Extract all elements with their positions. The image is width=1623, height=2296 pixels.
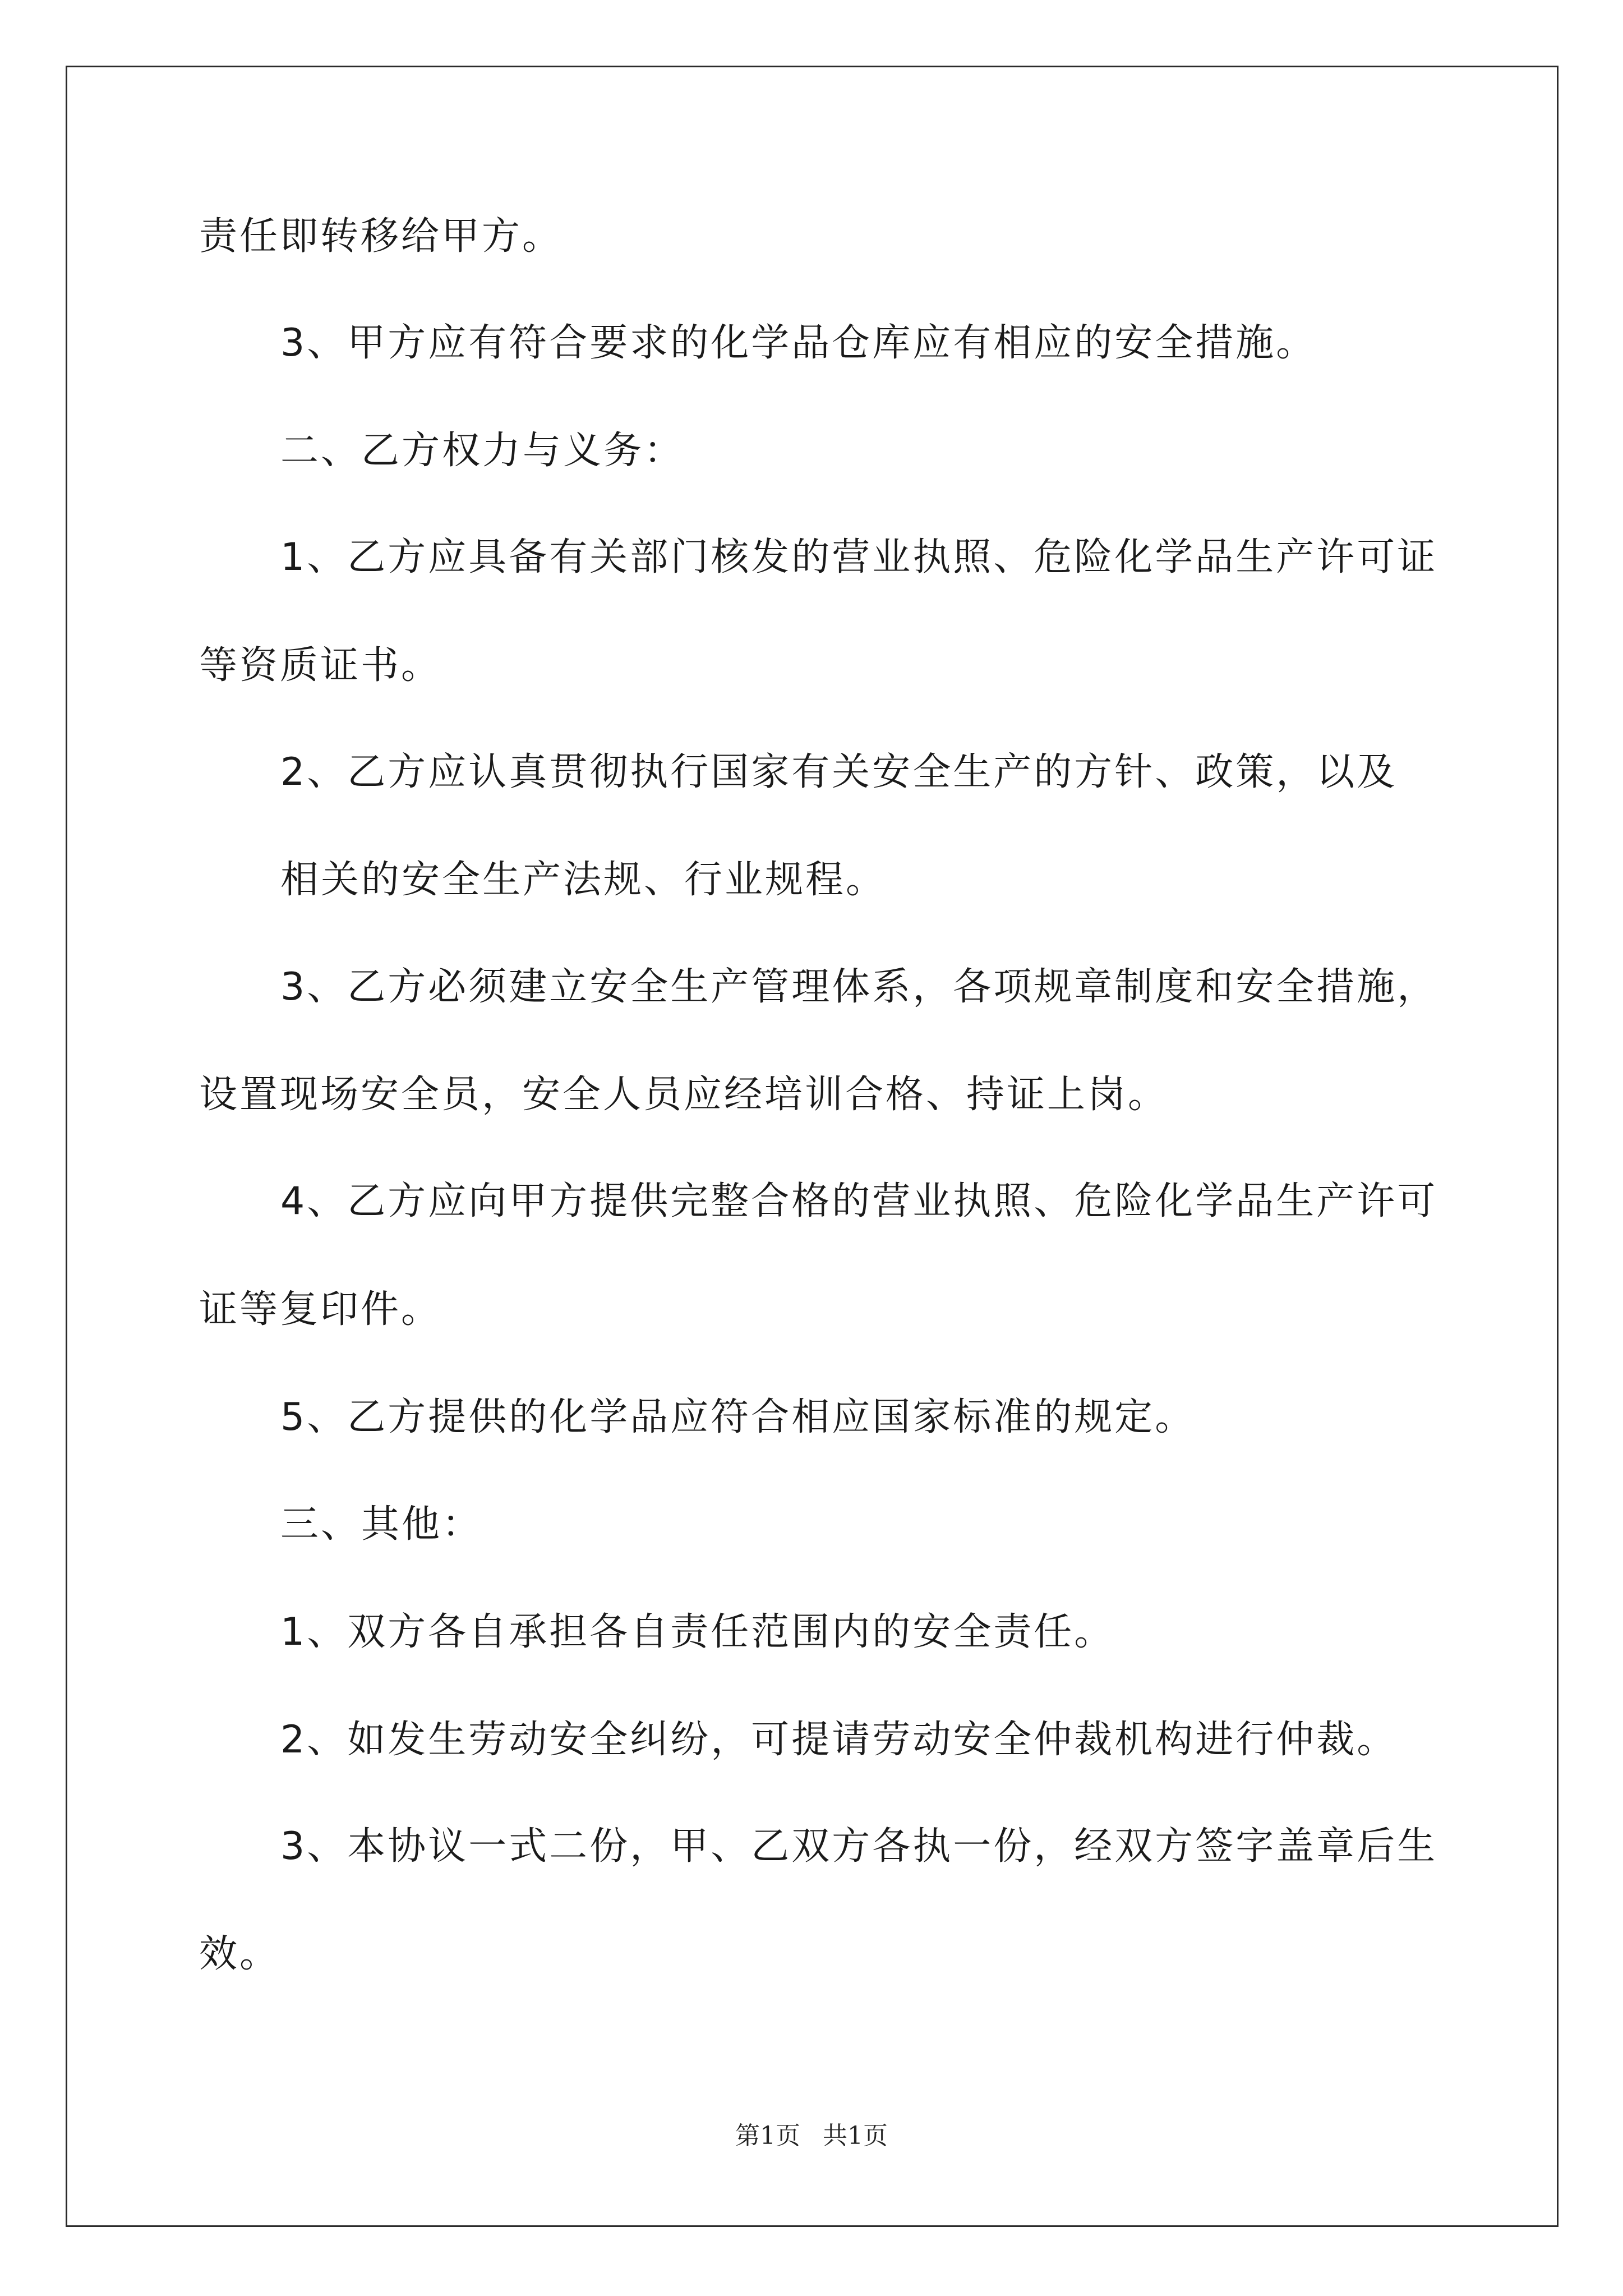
paragraph-line: 3、甲方应有符合要求的化学品仓库应有相应的安全措施。 bbox=[280, 321, 1317, 365]
paragraph-line: 责任即转移给甲方。 bbox=[199, 214, 563, 259]
paragraph-line: 1、双方各自承担各自责任范围内的安全责任。 bbox=[280, 1610, 1115, 1654]
page-number-current: 第1页 bbox=[735, 2122, 800, 2150]
paragraph-line: 设置现场安全员，安全人员应经培训合格、持证上岗。 bbox=[199, 1073, 1169, 1117]
paragraph-line: 等资质证书。 bbox=[199, 643, 442, 688]
paragraph-line: 3、乙方必须建立安全生产管理体系，各项规章制度和安全措施， bbox=[280, 965, 1438, 1009]
page-footer bbox=[0, 2120, 1623, 2152]
paragraph-line: 相关的安全生产法规、行业规程。 bbox=[280, 858, 887, 902]
paragraph-line: 1、乙方应具备有关部门核发的营业执照、危险化学品生产许可证 bbox=[280, 535, 1438, 579]
paragraph-line: 证等复印件。 bbox=[199, 1287, 442, 1332]
paragraph-line: 2、如发生劳动安全纠纷，可提请劳动安全仲裁机构进行仲裁。 bbox=[280, 1718, 1398, 1762]
page-border bbox=[66, 66, 1559, 2227]
paragraph-line: 效。 bbox=[199, 1932, 280, 1976]
paragraph-line: 3、本协议一式二份，甲、乙双方各执一份，经双方签字盖章后生 bbox=[280, 1824, 1438, 1869]
paragraph-line: 5、乙方提供的化学品应符合相应国家标准的规定。 bbox=[280, 1395, 1196, 1439]
paragraph-line: 2、乙方应认真贯彻执行国家有关安全生产的方针、政策，以及 bbox=[280, 750, 1398, 794]
paragraph-line: 4、乙方应向甲方提供完整合格的营业执照、危险化学品生产许可 bbox=[280, 1179, 1438, 1223]
section-heading: 二、乙方权力与义务： bbox=[280, 429, 685, 473]
page-number-total: 共1页 bbox=[823, 2122, 888, 2150]
section-heading: 三、其他： bbox=[280, 1502, 483, 1547]
